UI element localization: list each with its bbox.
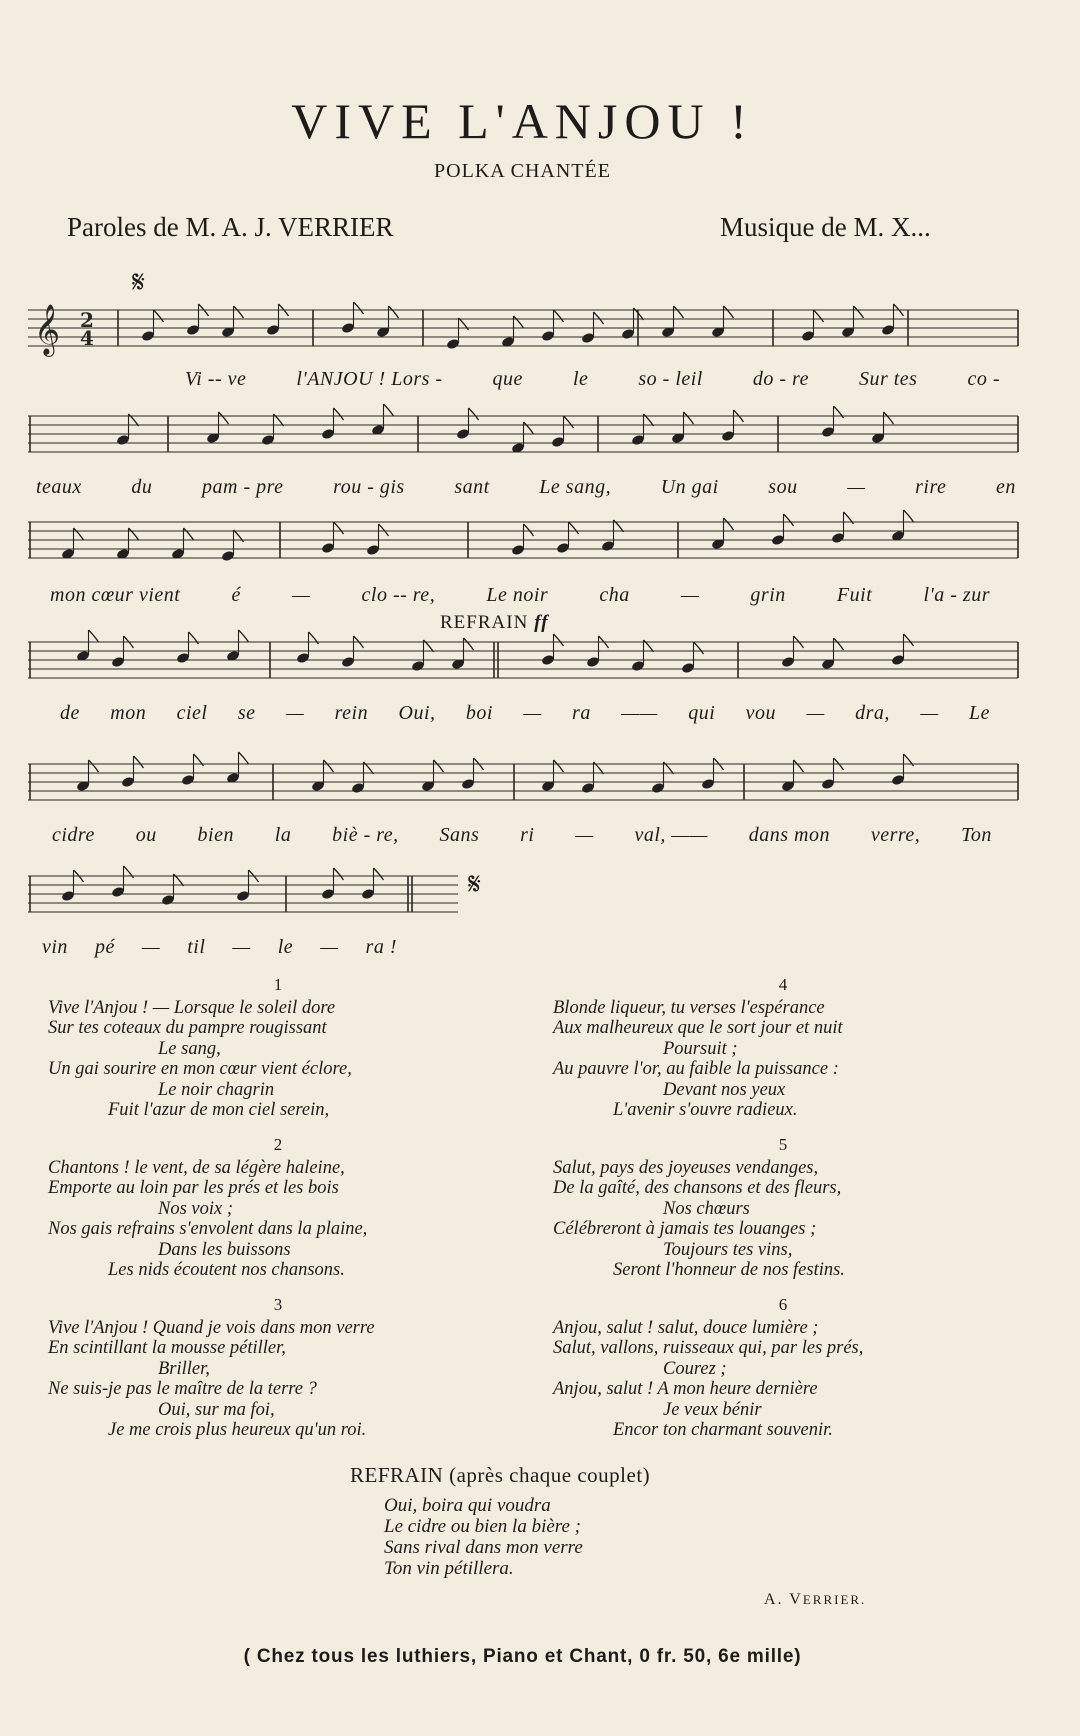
lyrics-line-6 (42, 936, 397, 964)
lyric-syllable: — (806, 702, 825, 724)
lyric-syllable: l'a - zur (923, 584, 990, 606)
lyrics-line-2 (36, 476, 1016, 504)
lyric-syllable: — (320, 936, 339, 958)
lyric-syllable: pam - pre (202, 476, 284, 498)
verse-line: Nos chœurs (663, 1198, 750, 1219)
verse-line: Courez ; (663, 1358, 727, 1379)
refrain-marker (440, 612, 549, 634)
refrain-line: Oui, boira qui voudra (384, 1495, 551, 1516)
verse-6 (553, 1295, 1013, 1441)
lyric-syllable: Un gai (660, 476, 719, 498)
lyric-syllable: sant (454, 476, 490, 498)
music-staff-2 (28, 414, 1018, 454)
verse-line: Oui, sur ma foi, (158, 1399, 275, 1420)
lyric-syllable: Ton (961, 824, 992, 846)
verse-number: 5 (778, 1135, 788, 1154)
lyric-syllable: — (292, 584, 311, 606)
time-signature-bottom: 4 (80, 326, 94, 350)
note-flag (514, 316, 524, 328)
refrain-line: Ton vin pétillera. (384, 1558, 514, 1579)
lyric-syllable: Le noir (486, 584, 549, 606)
signature (764, 1591, 866, 1609)
note-flag (569, 522, 579, 534)
note-flag (524, 422, 534, 434)
lyric-syllable: ou (135, 824, 157, 846)
note-flag (554, 760, 564, 772)
lyric-syllable: en (995, 476, 1016, 498)
verse-line: Nos voix ; (158, 1198, 234, 1219)
lyric-syllable: Le sang, (539, 476, 612, 498)
verse-4 (553, 975, 1013, 1121)
lyric-syllable: co - (967, 368, 1000, 390)
lyrics-line-3 (50, 584, 990, 612)
lyric-syllable: Sur tes (858, 368, 918, 390)
verse-line: Je veux bénir (663, 1399, 762, 1420)
staff-svg-3 (28, 520, 1018, 560)
verse-line: Aux malheureux que le sort jour et nuit (553, 1018, 843, 1038)
signature-rest: ERRIER. (802, 1592, 867, 1607)
note-flag (594, 312, 604, 324)
lyric-syllable: —— (621, 702, 658, 724)
verse-number: 2 (273, 1135, 283, 1154)
lyric-syllable: cidre (52, 824, 95, 846)
lyric-syllable: pé (94, 936, 115, 958)
lyric-syllable: Le (969, 702, 990, 724)
verse-line: Toujours tes vins, (663, 1239, 793, 1260)
staff-svg-2 (28, 414, 1018, 454)
song-subtitle: POLKA CHANTÉE (434, 160, 611, 182)
verse-1 (48, 975, 508, 1121)
song-title: VIVE L'ANJOU ! (291, 93, 754, 149)
lyric-syllable: — (285, 702, 305, 724)
verse-3 (48, 1295, 508, 1441)
segno-sign: 𝄋 (132, 266, 145, 299)
lyric-syllable: que (492, 368, 523, 390)
lyric-syllable: rire (915, 476, 947, 498)
dynamic-marking: ff (534, 612, 549, 633)
signature-initial: A. V (764, 1591, 803, 1608)
note-flag (674, 306, 684, 318)
note-flag (564, 416, 574, 428)
note-flag (854, 306, 864, 318)
lyric-syllable: — (920, 702, 939, 724)
refrain-marker-text: REFRAIN (440, 612, 529, 633)
verse-line: Ne suis-je pas le maître de la terre ? (48, 1379, 317, 1399)
verse-line: Au pauvre l'or, au faible la puissance : (553, 1059, 839, 1079)
lyric-syllable: Oui, (398, 702, 436, 724)
verse-line: Le sang, (158, 1038, 221, 1059)
note-flag (684, 412, 694, 424)
lyric-syllable: se (237, 702, 256, 724)
verse-line: Seront l'honneur de nos festins. (613, 1260, 845, 1280)
lyric-syllable: ra (572, 702, 591, 724)
segno-sign-end: 𝄋 (468, 868, 481, 901)
note-flag (74, 528, 84, 540)
note-flag (384, 404, 394, 416)
lyric-syllable: — (575, 824, 594, 846)
note-flag (89, 630, 99, 642)
verse-line: Encor ton charmant souvenir. (613, 1420, 833, 1440)
note-flag (904, 634, 914, 646)
time-signature-top: 2 (80, 308, 94, 332)
lyric-syllable: ri (520, 824, 535, 846)
note-flag (239, 630, 249, 642)
lyric-syllable: mon (110, 702, 147, 724)
verse-line: Nos gais refrains s'envolent dans la plaine, (48, 1219, 368, 1239)
verse-line: Fuit l'azur de mon ciel serein, (108, 1100, 330, 1120)
verse-number: 6 (778, 1295, 788, 1314)
verse-line: L'avenir s'ouvre radieux. (613, 1100, 798, 1120)
music-staff-5 (28, 762, 1018, 802)
verse-number: 4 (778, 975, 788, 994)
lyric-syllable: la (274, 824, 292, 846)
verse-line: Salut, vallons, ruisseaux qui, par les prés, (553, 1338, 864, 1358)
lyric-syllable: mon cœur vient (50, 584, 181, 606)
verse-line: Devant nos yeux (663, 1079, 786, 1100)
note-flag (379, 524, 389, 536)
verse-number: 1 (273, 975, 283, 994)
lyric-syllable: — (680, 584, 700, 606)
lyric-syllable: de (60, 702, 80, 724)
note-flag (184, 528, 194, 540)
verse-2 (48, 1135, 508, 1281)
refrain-title: REFRAIN (après chaque couplet) (350, 1463, 651, 1487)
lyrics-line-4 (60, 702, 990, 730)
verse-line: Les nids écoutent nos chansons. (108, 1260, 345, 1280)
lyric-syllable: qui (688, 702, 716, 724)
note-flag (129, 528, 139, 540)
lyric-syllable: — (141, 936, 161, 958)
note-flag (554, 310, 564, 322)
note-flag (89, 760, 99, 772)
lyric-syllable: rou - gis (333, 476, 405, 498)
verse-line: De la gaîté, des chansons et des fleurs, (553, 1178, 842, 1198)
note-flag (324, 760, 334, 772)
note-flag (784, 514, 794, 526)
verse-line: Vive l'Anjou ! Quand je vois dans mon verre (48, 1317, 375, 1338)
lyrics-line-5 (52, 824, 992, 852)
lyricist-credit: Paroles de M. A. J. VERRIER (67, 212, 394, 242)
lyric-syllable: val, —— (634, 824, 708, 846)
lyric-syllable: verre, (870, 824, 921, 846)
lyric-syllable: dra, (855, 702, 890, 724)
note-flag (814, 310, 824, 322)
note-flag (554, 634, 564, 646)
note-flag (524, 524, 534, 536)
verse-line: Chantons ! le vent, de sa légère haleine, (48, 1157, 345, 1178)
music-staff-3 (28, 520, 1018, 560)
refrain-line: Le cidre ou bien la bière ; (384, 1516, 581, 1537)
lyric-syllable: ciel (176, 702, 208, 724)
verse-line: Poursuit ; (663, 1038, 738, 1059)
music-staff-1 (28, 304, 1018, 355)
lyric-syllable: — (232, 936, 251, 958)
lyric-syllable: dans mon (748, 824, 830, 846)
note-flag (154, 310, 164, 322)
note-flag (464, 638, 474, 650)
lyric-syllable: vin (42, 936, 68, 958)
lyric-syllable: vou (745, 702, 777, 724)
note-flag (389, 306, 399, 318)
lyric-syllable: boi (465, 702, 493, 724)
lyric-syllable: bien (197, 824, 234, 846)
lyric-syllable: — (847, 476, 866, 498)
verse-line: Célébreront à jamais tes louanges ; (553, 1219, 817, 1239)
verse-line: Anjou, salut ! A mon heure dernière (553, 1379, 818, 1399)
verse-line: Salut, pays des joyeuses vendanges, (553, 1157, 819, 1178)
staff-svg-6 (28, 874, 458, 914)
note-flag (334, 522, 344, 534)
note-flag (434, 760, 444, 772)
verse-5 (553, 1135, 1013, 1281)
lyric-syllable: til (187, 936, 206, 958)
note-flag (724, 518, 734, 530)
verse-line: Briller, (158, 1358, 210, 1379)
lyric-syllable: teaux (36, 476, 82, 498)
lyric-syllable: du (131, 476, 153, 498)
lyric-syllable: ra ! (365, 936, 397, 958)
staff-svg-4 (28, 640, 1018, 680)
verse-line: Blonde liqueur, tu verses l'espérance (553, 997, 825, 1018)
lyric-syllable: rein (334, 702, 369, 724)
verse-line: Vive l'Anjou ! — Lorsque le soleil dore (48, 997, 336, 1018)
note-flag (334, 408, 344, 420)
note-flag (724, 306, 734, 318)
verse-line: En scintillant la mousse pétiller, (48, 1338, 286, 1358)
note-flag (354, 302, 364, 314)
treble-clef: 𝄞 (34, 304, 61, 355)
lyric-syllable: grin (750, 584, 786, 606)
lyric-syllable: Fuit (836, 584, 873, 606)
composer-credit: Musique de M. X... (720, 212, 931, 242)
music-staff-4 (28, 640, 1018, 680)
note-flag (219, 412, 229, 424)
staff-svg-1 (28, 304, 1018, 355)
verse-number: 3 (273, 1295, 283, 1314)
refrain-line: Sans rival dans mon verre (384, 1537, 583, 1558)
verse-line: Un gai sourire en mon cœur vient éclore, (48, 1059, 352, 1079)
staff-svg-5 (28, 762, 1018, 802)
lyric-syllable: — (523, 702, 542, 724)
note-flag (239, 752, 249, 764)
verse-line: Emporte au loin par les prés et les bois (48, 1178, 339, 1198)
note-flag (834, 638, 844, 650)
refrain-text (384, 1495, 583, 1579)
note-flag (334, 868, 344, 880)
verse-line: Le noir chagrin (158, 1079, 275, 1100)
note-flag (884, 412, 894, 424)
lyric-syllable: cha (599, 584, 630, 606)
lyric-syllable: Vi -- ve (185, 368, 247, 390)
note-flag (794, 760, 804, 772)
note-flag (134, 756, 144, 768)
verse-line: Sur tes coteaux du pampre rougissant (48, 1018, 327, 1038)
verse-line: Je me crois plus heureux qu'un roi. (108, 1420, 367, 1440)
lyric-syllable: biè - re, (332, 824, 399, 846)
note-flag (904, 510, 914, 522)
note-flag (374, 868, 384, 880)
lyric-syllable: le (572, 368, 589, 390)
footer-note: ( Chez tous les luthiers, Piano et Chant, 0 fr. 50, 6e mille) (243, 1646, 802, 1667)
lyric-syllable: l'ANJOU ! Lors - (296, 368, 443, 390)
lyric-syllable: so - leil (638, 368, 703, 390)
lyric-syllable: é (231, 584, 241, 606)
lyric-syllable: clo -- re, (361, 584, 436, 606)
lyric-syllable: Sans (439, 824, 480, 846)
note-flag (469, 408, 479, 420)
note-flag (234, 306, 244, 318)
note-flag (694, 642, 704, 654)
lyric-syllable: do - re (752, 368, 809, 390)
lyric-syllable: sou (768, 476, 798, 498)
lyrics-line-1 (185, 368, 1000, 396)
lyric-syllable: le (277, 936, 294, 958)
verse-line: Dans les buissons (158, 1239, 291, 1260)
verse-line: Anjou, salut ! salut, douce lumière ; (553, 1317, 819, 1338)
music-staff-6 (28, 874, 458, 914)
